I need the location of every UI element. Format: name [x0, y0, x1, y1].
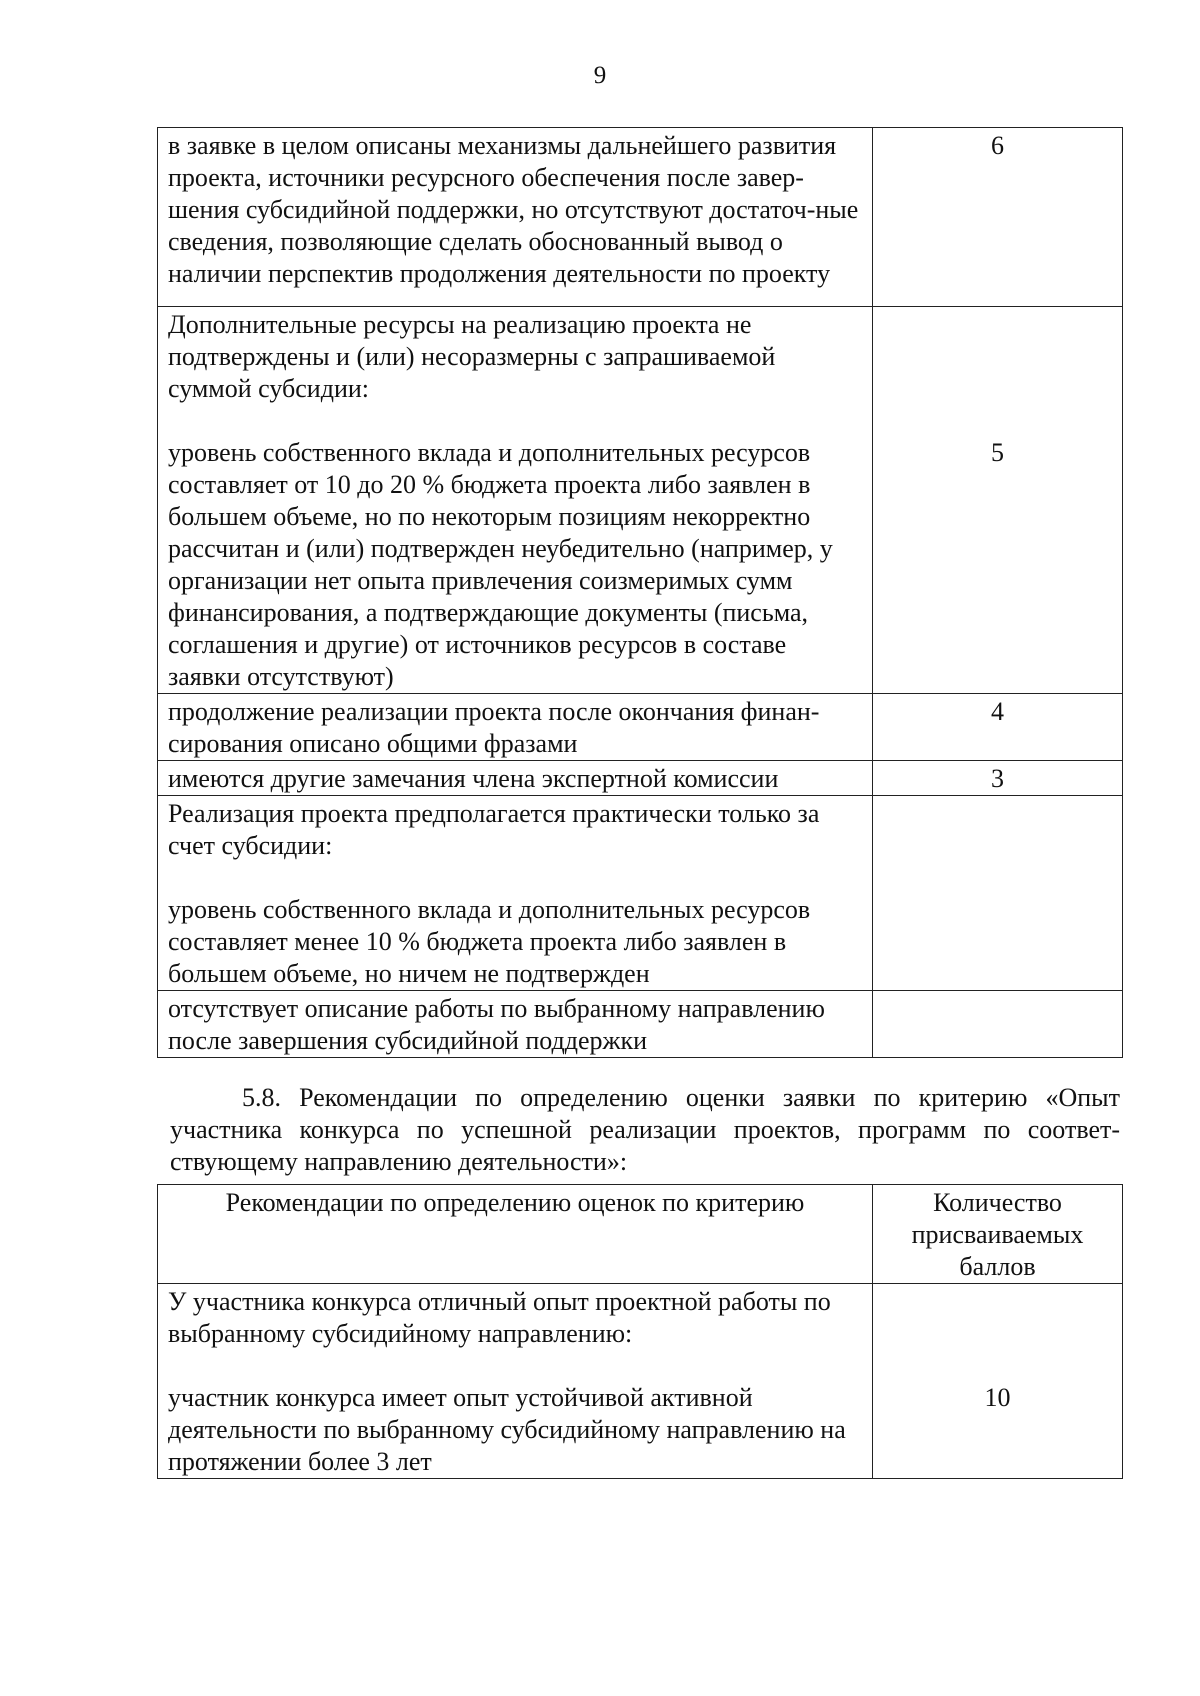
score-value: 10 [984, 1383, 1011, 1412]
paragraph-gap [168, 862, 862, 894]
table-row [158, 1284, 1123, 1479]
section-5-8-paragraph: 5.8. Рекомендации по определению оценки заявки по критерию «Опыт участника конкурса по успешной реализации проектов, программ по соответ-ствующему направлению деятельности»: [170, 1083, 1120, 1176]
page-number: 9 [593, 62, 607, 89]
paragraph-gap [883, 341, 1112, 373]
criteria-text: уровень собственного вклада и дополнительных ресурсов составляет от 10 до 20 % бюджета проекта либо заявлен в большем объеме, но по некоторым позициям некорректно рассчитан и (или) подтвержден неубедительно (например, у организации нет опыта привлечения соизмеримых сумм финансирования, а подтверждающие документы (письма, соглашения и другие) от источников ресурсов в составе заявки отсутствуют) [168, 438, 833, 691]
criteria-text: уровень собственного вклада и дополнительных ресурсов составляет менее 10 % бюджета проекта либо заявлен в большем объеме, но ничем не подтвержден [168, 895, 811, 988]
score-value [873, 991, 1123, 1058]
criteria-heading: Реализация проекта предполагается практически только за счет субсидии: [168, 799, 820, 860]
paragraph-gap [168, 405, 862, 437]
criteria-heading: У участника конкурса отличный опыт проектной работы по выбранному субсидийному направлению: [168, 1287, 831, 1348]
score-value: 5 [991, 438, 1004, 467]
criteria-description: продолжение реализации проекта после окончания финан-сирования описано общими фразами [158, 694, 873, 761]
table-row [158, 307, 1123, 694]
paragraph-gap [883, 405, 1112, 437]
paragraph-gap [168, 1350, 862, 1382]
criteria-description [158, 796, 873, 991]
score-value: 6 [873, 128, 1123, 307]
paragraph-gap [883, 1350, 1112, 1382]
table-header-row [158, 1185, 1123, 1284]
criteria-description: в заявке в целом описаны механизмы дальнейшего развития проекта, источники ресурсного обеспечения после завер-шения субсидийной поддержки, но отсутствуют достаточ-ные сведения, позволяющие сделать обоснованный вывод о наличии перспектив продолжения деятельности по проекту [158, 128, 873, 307]
paragraph-gap [883, 309, 1112, 341]
criteria-table-5-8 [157, 1184, 1123, 1479]
table-row [158, 761, 1123, 796]
criteria-description [158, 307, 873, 694]
score-value: 3 [873, 761, 1123, 796]
criteria-description: имеются другие замечания члена экспертной комиссии [158, 761, 873, 796]
table-row [158, 991, 1123, 1058]
criteria-heading: Дополнительные ресурсы на реализацию проекта не подтверждены и (или) несоразмерны с запрашиваемой суммой субсидии: [168, 310, 776, 403]
table-row [158, 796, 1123, 991]
table-row [158, 694, 1123, 761]
score-value: 4 [873, 694, 1123, 761]
table-row [158, 128, 1123, 307]
paragraph-gap [883, 373, 1112, 405]
score-cell [873, 1284, 1123, 1479]
criteria-text: участник конкурса имеет опыт устойчивой активной деятельности по выбранному субсидийному направлению на протяжении более 3 лет [168, 1383, 846, 1476]
criteria-table-continued [157, 127, 1123, 1058]
column-header-criteria: Рекомендации по определению оценок по критерию [158, 1185, 873, 1284]
paragraph-gap [883, 1318, 1112, 1350]
score-value [873, 796, 1123, 991]
criteria-description: отсутствует описание работы по выбранному направлению после завершения субсидийной поддержки [158, 991, 873, 1058]
paragraph-gap [883, 1286, 1112, 1318]
criteria-description [158, 1284, 873, 1479]
score-cell [873, 307, 1123, 694]
column-header-score: Количество присваиваемых баллов [873, 1185, 1123, 1284]
